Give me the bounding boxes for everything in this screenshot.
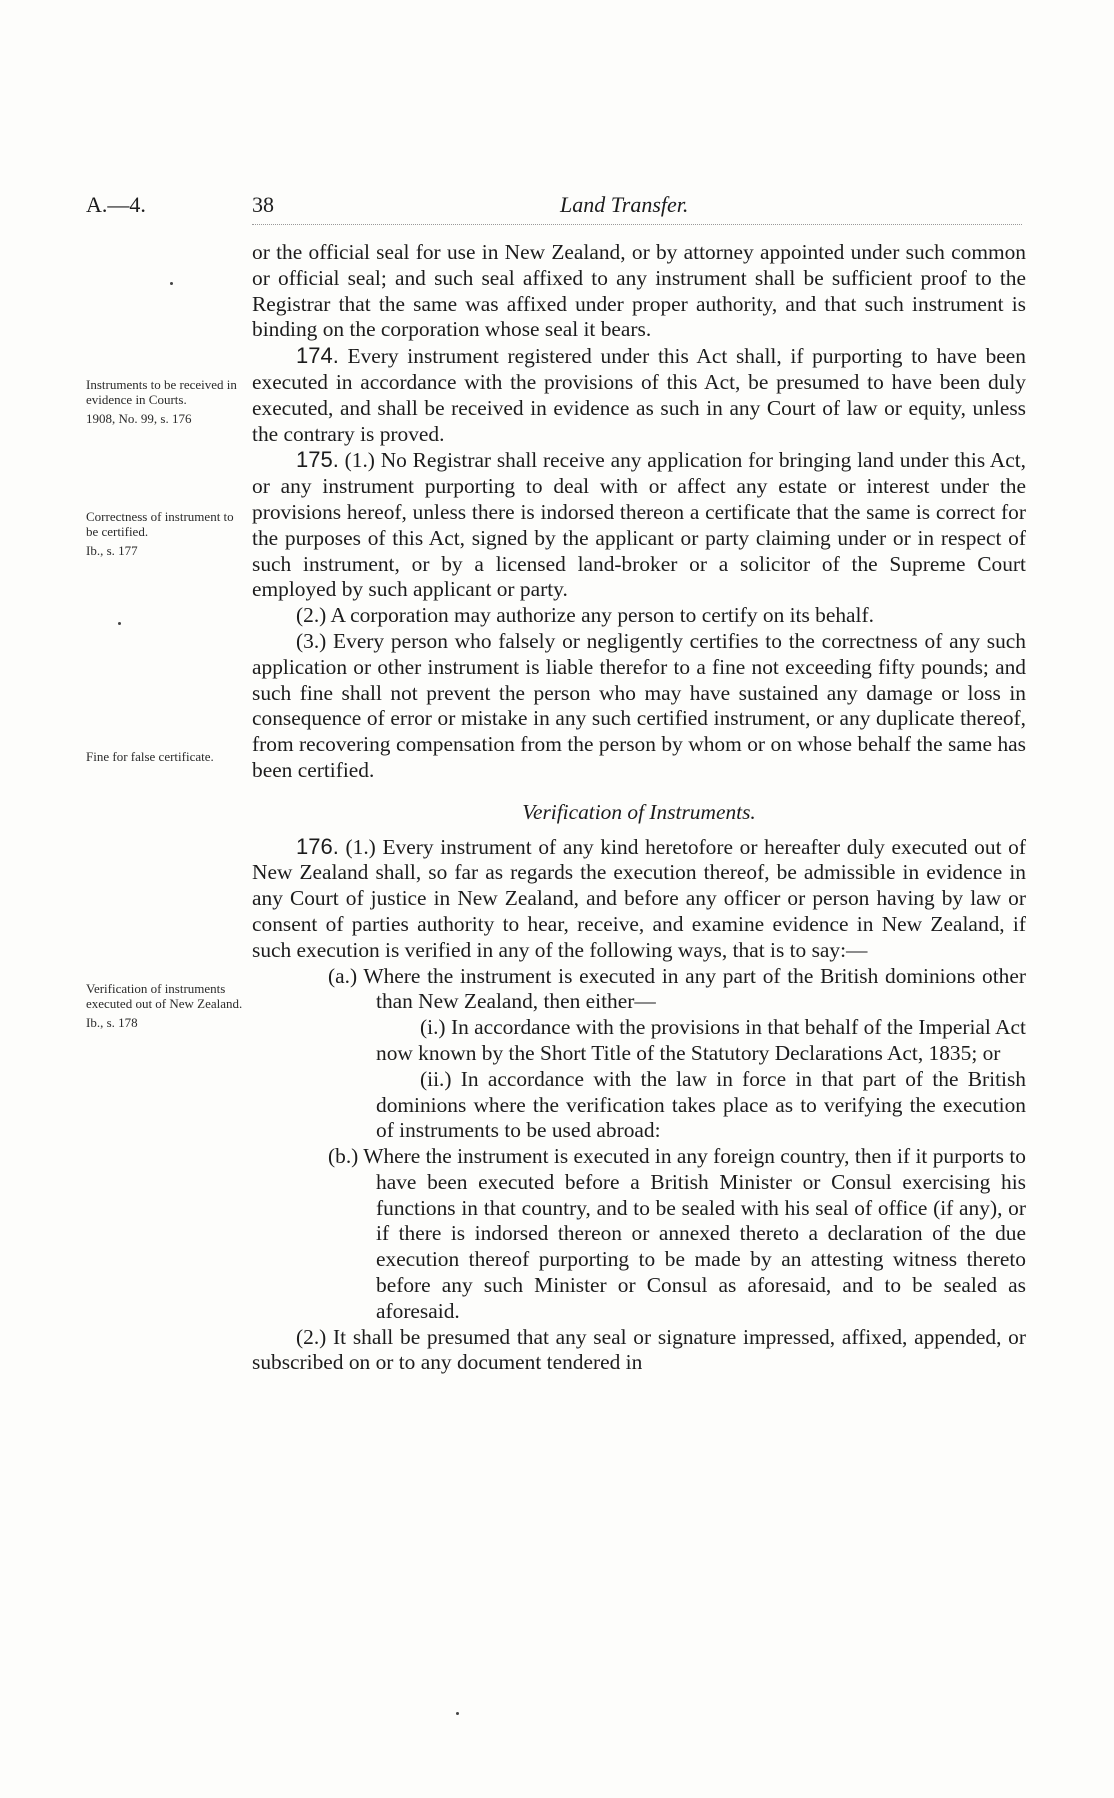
section-text: (1.) No Registrar shall receive any application for bringing land under this Act, or any instrument purporting to deal with or affect any estate or interest under the provisions hereof, unless there is indorsed thereon a certificate that the same is correct for the purposes of this Act, signed by the applicant or party claiming under or in respect of such instrument, or by a licensed land-broker or a solicitor of the Supreme Court employed by such applicant or party. bbox=[252, 448, 1026, 602]
subparagraph-i: (i.) In accordance with the provisions in that behalf of the Imperial Act now known by the Short Title of the Statutory Declarations Act, 1835; or bbox=[376, 1015, 1026, 1065]
sidenote-text: Correctness of instrument to be certified. bbox=[86, 509, 234, 539]
subsection-175-2: (2.) A corporation may authorize any person to certify on its behalf. bbox=[296, 603, 874, 628]
document-reference: A.—4. bbox=[86, 192, 146, 217]
section-174 bbox=[252, 343, 1026, 447]
section-text: (1.) Every instrument of any kind heretofore or hereafter duly executed out of New Zealand shall, so far as regards the execution thereof, be admissible in evidence in any Court of justice in New Zealand, and before any officer or person having by law or consent of parties authority to hear, receive, and examine evidence in New Zealand, if such execution is verified in any of the following ways, that is to say:— bbox=[252, 834, 1026, 962]
subsection-176-2: (2.) It shall be presumed that any seal or signature impressed, affixed, appended, or subscribed on or to any document tendered in bbox=[252, 1324, 1026, 1375]
sidenote-176 bbox=[86, 982, 246, 1031]
sidenote-174 bbox=[86, 378, 246, 427]
continued-paragraph: or the official seal for use in New Zealand, or by attorney appointed under such common or official seal; and such seal affixed to any instrument shall be sufficient proof to the Registrar that the same was affixed under proper authority, and that such instrument is binding on the corporation whose seal it bears. bbox=[252, 240, 1026, 342]
subparagraph-ii: (ii.) In accordance with the law in force in that part of the British dominions where the verification takes place as to verifying the execution of instruments to be used abroad: bbox=[376, 1066, 1026, 1143]
sidenote-citation: Ib., s. 177 bbox=[86, 543, 138, 558]
running-title: Land Transfer. bbox=[560, 192, 689, 217]
cross-heading: Verification of Instruments. bbox=[522, 799, 756, 824]
sidenote-citation: Ib., s. 178 bbox=[86, 1015, 138, 1030]
scan-speck bbox=[170, 282, 173, 285]
section-number: 174. bbox=[296, 343, 339, 369]
sidenote-citation: 1908, No. 99, s. 176 bbox=[86, 411, 192, 426]
sidenote-175 bbox=[86, 510, 246, 559]
section-number: 176. bbox=[296, 833, 339, 859]
section-175 bbox=[252, 447, 1026, 603]
scan-speck bbox=[456, 1712, 459, 1715]
section-176 bbox=[252, 834, 1026, 964]
page-number: 38 bbox=[252, 192, 274, 217]
header-rule bbox=[252, 224, 1022, 225]
paragraph-b: (b.) Where the instrument is executed in any foreign country, then if it purports to have been executed before a British Minister or Consul exercising his functions in that country, and to be sealed with his seal of office (if any), or if there is indorsed thereon or annexed thereto a declaration of the due execution thereof purporting to be made by an attesting witness thereto before any such Minister or Consul as aforesaid, and to be sealed as aforesaid. bbox=[328, 1144, 1026, 1323]
section-number: 175. bbox=[296, 447, 339, 473]
sidenote-175-3 bbox=[86, 750, 246, 765]
sidenote-text: Fine for false certificate. bbox=[86, 749, 214, 764]
subsection-175-3: (3.) Every person who falsely or negligently certifies to the correctness of any such application or other instrument is liable therefor to a fine not exceeding fifty pounds; and such fine shall not prevent the person who may have sustained any damage or loss in consequence of error or mistake in any such certified instrument, or any duplicate thereof, from recovering compensation from the person by whom or on whose behalf the same has been certified. bbox=[252, 628, 1026, 782]
scan-speck bbox=[118, 622, 121, 625]
sidenote-text: Instruments to be received in evidence in Courts. bbox=[86, 377, 237, 407]
sidenote-text: Verification of instruments executed out of New Zealand. bbox=[86, 981, 243, 1011]
main-text bbox=[252, 240, 1026, 1376]
section-text: Every instrument registered under this Act shall, if purporting to have been executed in accordance with the provisions of this Act, be presumed to have been duly executed, and shall be received in evidence as such in any Court of law or equity, unless the contrary is proved. bbox=[252, 344, 1026, 446]
paragraph-a: (a.) Where the instrument is executed in any part of the British dominions other than New Zealand, then either— bbox=[328, 963, 1026, 1014]
page-header bbox=[0, 192, 1114, 220]
